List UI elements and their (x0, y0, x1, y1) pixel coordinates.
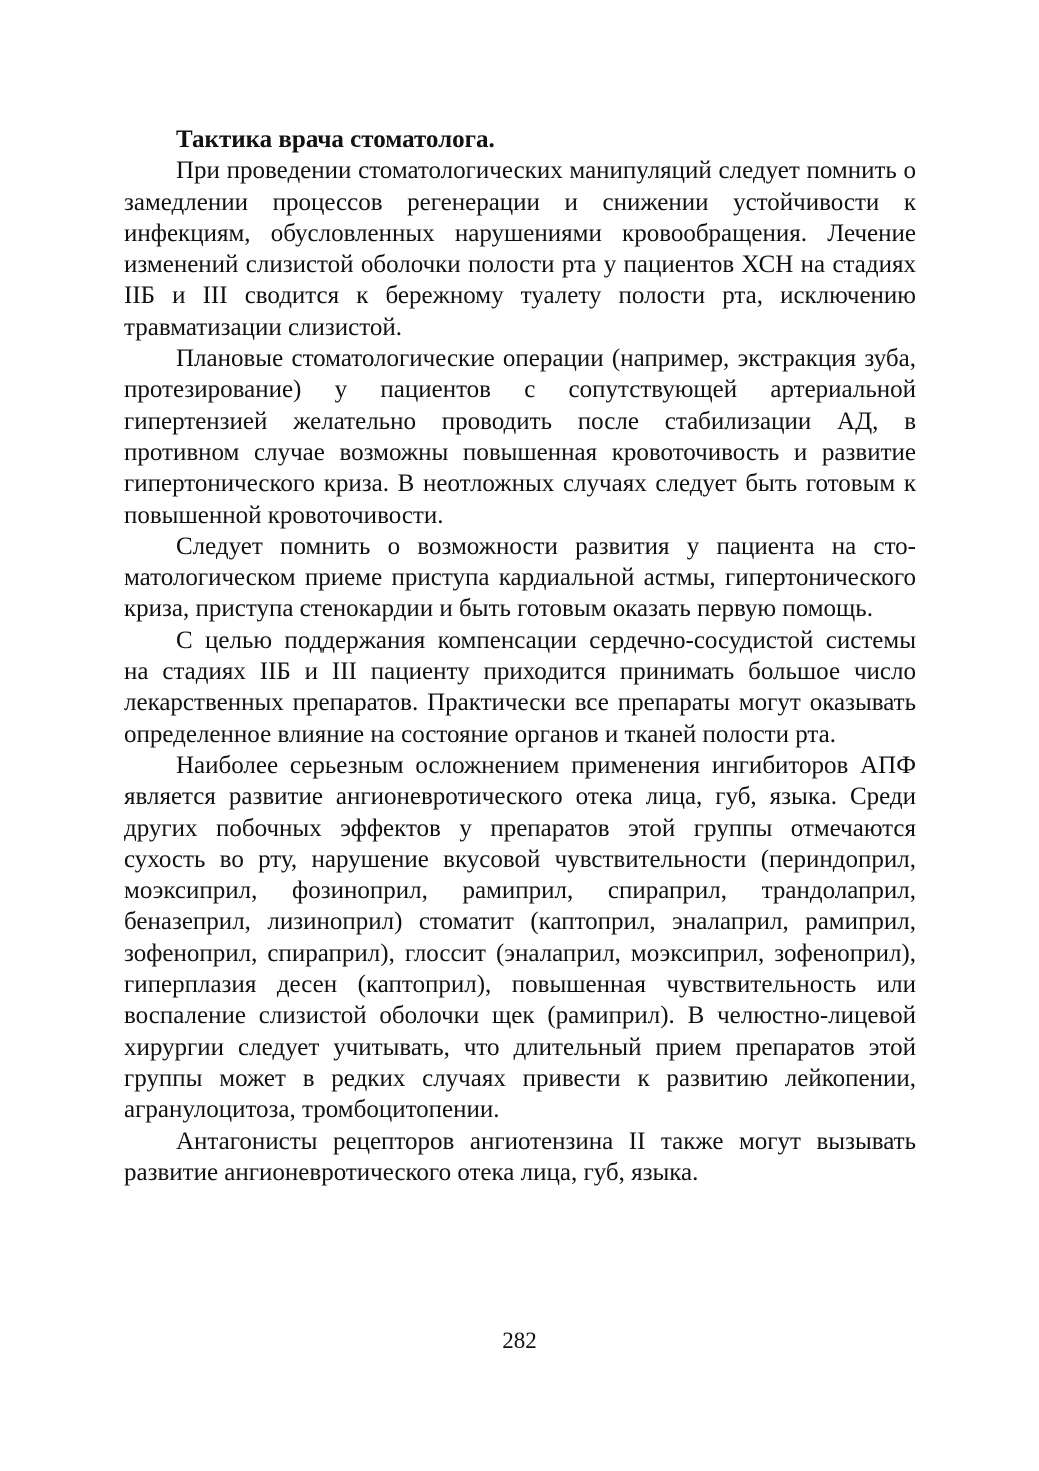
paragraph-angiotensin-antagonists: Антагонисты рецепторов ангиотензина II также могут вызывать развитие ангионевротического отека лица, губ, языка. (124, 1127, 916, 1186)
page-number: 282 (502, 1328, 537, 1353)
section-heading: Тактика врача стоматолога. (176, 126, 495, 153)
page-body (124, 124, 916, 1188)
paragraph-dental-manipulations: При проведении стоматологических манипуляций следует помнить о замедлении процессов регенерации и снижении устойчивости к инфекциям, обусловленных нарушениями кровообращения. Лечение изменений слизистой оболочки полости рта у пациентов ХСН на стадиях IIБ и III сводится к бережному туалету полости рта, исключению травматизации слизистой. (124, 157, 916, 341)
paragraph-planned-operations: Плановые стоматологические операции (например, экстракция зуба, протезирование) у пациентов с сопутствующей артериальной гипертензией желательно проводить после стабилизации АД, в противном случае возможны повышенная кровоточивость и развитие гипертонического криза. В неотложных случаях следует быть готовым к повышенной кровоточивости. (124, 345, 916, 529)
paragraph-ace-inhibitors: Наиболее серьезным осложнением применения ингибиторов АПФ является развитие ангионевротического отека лица, губ, языка. Среди других побочных эффектов у препаратов этой группы отмечаются сухость во рту, нарушение вкусовой чувствительности (периндоприл, моэксиприл, фозиноприл, рамиприл, спираприл, трандолаприл, беназеприл, лизиноприл) стоматит (каптоприл, эналаприл, рамиприл, зофеноприл, спираприл), глоссит (эналаприл, моэксиприл, зофеноприл), гиперплазия десен (каптоприл), повышенная чувствительность или воспаление слизистой оболочки щек (рамиприл). В челюстно-лицевой хирургии следует учитывать, что длительный прием препаратов этой группы может в редких случаях привести к развитию лейкопении, агранулоцитоза, тромбоцитопении. (124, 751, 916, 1124)
paragraph-medications: С целью поддержания компенсации сердечно-сосудистой системы на стадиях IIБ и III пациенту приходится принимать большое число лекарственных препаратов. Практически все препараты могут оказывать определенное влияние на состояние органов и тканей полости рта. (124, 626, 916, 748)
paragraph-emergency-readiness: Следует помнить о возможности развития у пациента на стоматологическом приеме приступа кардиальной астмы, гипертонического криза, приступа стенокардии и быть готовым оказать первую помощь. (124, 532, 916, 623)
